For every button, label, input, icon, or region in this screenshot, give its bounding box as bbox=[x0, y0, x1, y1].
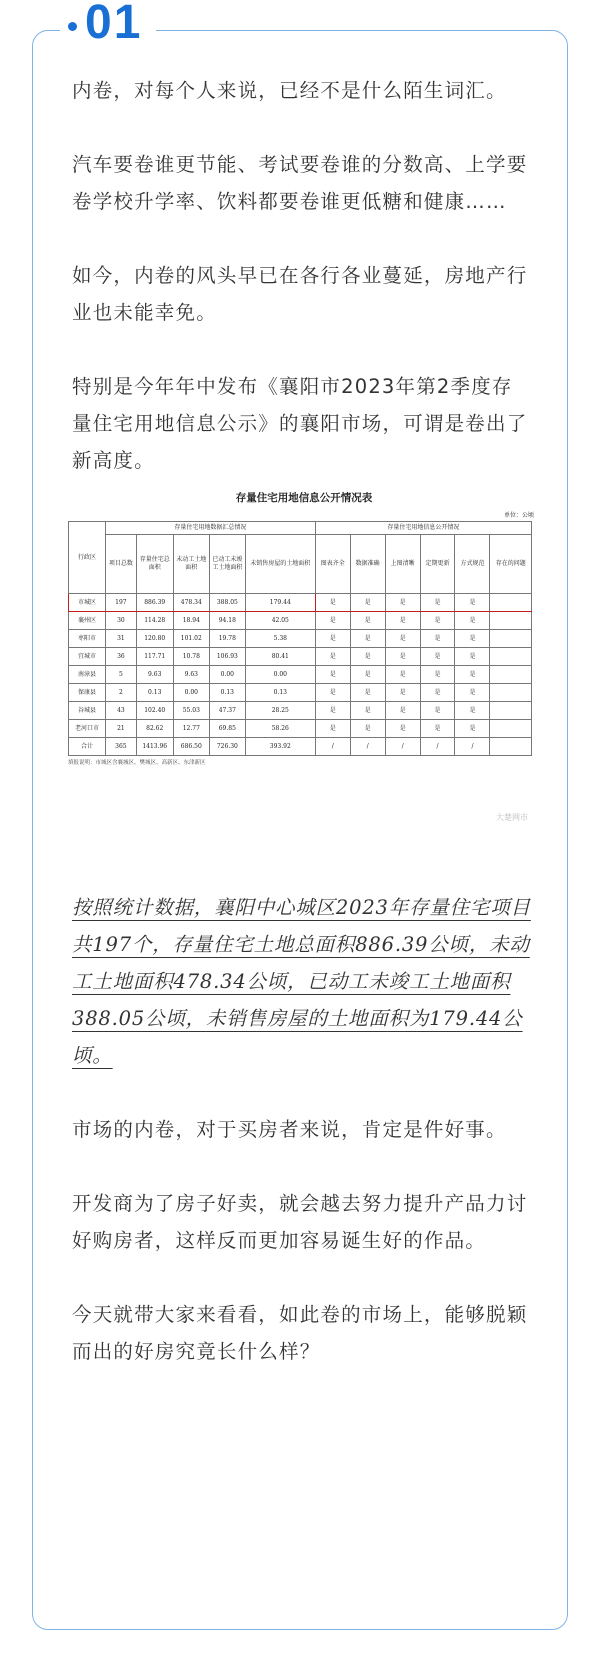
highlight-summary: 按照统计数据，襄阳中心城区2023年存量住宅项目共197个，存量住宅土地总面积886.39公顷，未动工土地面积478.34公顷，已动工未竣工土地面积388.05公顷，未销售房屋的土地面积为179.44公顷。 bbox=[72, 896, 531, 1067]
table-cell: 179.44 bbox=[245, 594, 315, 612]
table-cell: 是 bbox=[385, 594, 420, 612]
table-cell: 0.00 bbox=[209, 666, 245, 684]
table-cell: 58.26 bbox=[245, 720, 315, 738]
table-cell: 是 bbox=[420, 594, 455, 612]
table-cell: 是 bbox=[350, 702, 385, 720]
table-cell bbox=[490, 612, 532, 630]
table-row bbox=[69, 702, 532, 720]
table-cell: 是 bbox=[350, 684, 385, 702]
table-cell: 是 bbox=[385, 684, 420, 702]
table-cell: 1413.96 bbox=[136, 738, 173, 756]
table-cell: 5 bbox=[106, 666, 137, 684]
table-cell: 114.28 bbox=[136, 612, 173, 630]
table-cell: 2 bbox=[106, 684, 137, 702]
table-cell: 是 bbox=[420, 648, 455, 666]
column-header: 存在的问题 bbox=[490, 535, 532, 594]
table-cell: 36 bbox=[106, 648, 137, 666]
table-cell: 365 bbox=[106, 738, 137, 756]
table-cell: 120.80 bbox=[136, 630, 173, 648]
table-cell bbox=[490, 720, 532, 738]
table-cell: 80.41 bbox=[245, 648, 315, 666]
watermark: 大楚网市 bbox=[496, 813, 528, 822]
table-cell: 是 bbox=[385, 666, 420, 684]
table-cell: 合计 bbox=[69, 738, 106, 756]
table-cell: 是 bbox=[350, 594, 385, 612]
table-cell: 是 bbox=[385, 630, 420, 648]
table-cell: 是 bbox=[455, 702, 490, 720]
paragraph: 内卷，对每个人来说，已经不是什么陌生词汇。 bbox=[72, 79, 507, 102]
column-header: 上图清晰 bbox=[385, 535, 420, 594]
table-cell: 老河口市 bbox=[69, 720, 106, 738]
table-cell: 55.03 bbox=[173, 702, 209, 720]
paragraph: 如今，内卷的风头早已在各行各业蔓延，房地产行业也未能幸免。 bbox=[72, 264, 528, 324]
table-cell: 宜城市 bbox=[69, 648, 106, 666]
table-cell: 47.37 bbox=[209, 702, 245, 720]
column-header: 已动工未竣工土地面积 bbox=[209, 535, 245, 594]
table-cell: 是 bbox=[420, 684, 455, 702]
column-header: 方式规范 bbox=[455, 535, 490, 594]
table-row bbox=[69, 684, 532, 702]
table-cell: 102.40 bbox=[136, 702, 173, 720]
table-cell: 是 bbox=[455, 630, 490, 648]
table-cell: 28.25 bbox=[245, 702, 315, 720]
table-cell: 是 bbox=[315, 684, 350, 702]
table-cell: / bbox=[350, 738, 385, 756]
table-cell: 69.85 bbox=[209, 720, 245, 738]
table-cell: / bbox=[455, 738, 490, 756]
table-cell: 是 bbox=[315, 630, 350, 648]
table-cell: 10.78 bbox=[173, 648, 209, 666]
table-cell: 是 bbox=[385, 648, 420, 666]
table-cell bbox=[490, 594, 532, 612]
table-cell: 0.00 bbox=[245, 666, 315, 684]
table-row bbox=[69, 648, 532, 666]
column-header: 未销售房屋的土地面积 bbox=[245, 535, 315, 594]
table-row bbox=[69, 720, 532, 738]
table-cell: 0.13 bbox=[136, 684, 173, 702]
table-cell bbox=[490, 702, 532, 720]
table-cell: 襄州区 bbox=[69, 612, 106, 630]
section-badge bbox=[60, 0, 156, 49]
column-header: 图表齐全 bbox=[315, 535, 350, 594]
figure-unit: 单位：公顷 bbox=[503, 512, 534, 519]
table-row bbox=[69, 738, 532, 756]
table-row bbox=[69, 630, 532, 648]
table-cell: 197 bbox=[106, 594, 137, 612]
paragraph: 今天就带大家来看看，如此卷的市场上，能够脱颖而出的好房究竟长什么样？ bbox=[72, 1303, 528, 1363]
table-cell: 726.30 bbox=[209, 738, 245, 756]
table-row bbox=[69, 612, 532, 630]
paragraph: 市场的内卷，对于买房者来说，肯定是件好事。 bbox=[72, 1118, 507, 1141]
figure-note: 填报说明：市城区含襄城区、樊城区、高新区、东津新区 bbox=[68, 760, 206, 766]
table-cell: 42.05 bbox=[245, 612, 315, 630]
table-cell: 12.77 bbox=[173, 720, 209, 738]
section-number: 01 bbox=[85, 0, 143, 49]
table-cell: 是 bbox=[350, 720, 385, 738]
table-cell: 31 bbox=[106, 630, 137, 648]
article-body bbox=[68, 72, 534, 1407]
table-body bbox=[69, 594, 532, 756]
header-disclosure-group: 存量住宅用地信息公开情况 bbox=[315, 522, 531, 535]
table-cell: 是 bbox=[315, 648, 350, 666]
table-cell: 21 bbox=[106, 720, 137, 738]
table-cell: 是 bbox=[420, 630, 455, 648]
table-cell: 0.13 bbox=[209, 684, 245, 702]
table-cell bbox=[490, 738, 532, 756]
table-cell: 0.00 bbox=[173, 684, 209, 702]
table-cell: 是 bbox=[455, 666, 490, 684]
table-cell: / bbox=[420, 738, 455, 756]
table-cell: 是 bbox=[385, 720, 420, 738]
table-cell bbox=[490, 630, 532, 648]
land-info-table bbox=[68, 521, 532, 756]
header-summary-group: 存量住宅用地数据汇总情况 bbox=[106, 522, 316, 535]
land-info-table-figure bbox=[66, 491, 542, 847]
table-cell: 是 bbox=[350, 666, 385, 684]
paragraph: 开发商为了房子好卖，就会越去努力提升产品力讨好购房者，这样反而更加容易诞生好的作品。 bbox=[72, 1192, 528, 1252]
table-cell: 388.05 bbox=[209, 594, 245, 612]
column-header: 项目总数 bbox=[106, 535, 137, 594]
column-header: 定期更新 bbox=[420, 535, 455, 594]
table-cell: 是 bbox=[385, 702, 420, 720]
table-cell: 82.62 bbox=[136, 720, 173, 738]
table-cell: 市城区 bbox=[69, 594, 106, 612]
column-header: 数据准确 bbox=[350, 535, 385, 594]
table-cell: 是 bbox=[455, 612, 490, 630]
table-cell: 是 bbox=[350, 648, 385, 666]
table-cell: 是 bbox=[315, 702, 350, 720]
table-cell: 是 bbox=[455, 594, 490, 612]
column-header: 未动工土地面积 bbox=[173, 535, 209, 594]
table-cell bbox=[490, 684, 532, 702]
table-cell: 30 bbox=[106, 612, 137, 630]
paragraph: 汽车要卷谁更节能、考试要卷谁的分数高、上学要卷学校升学率、饮料都要卷谁更低糖和健康…… bbox=[72, 153, 528, 213]
table-cell: 是 bbox=[420, 720, 455, 738]
table-cell: 是 bbox=[350, 612, 385, 630]
table-cell: 18.94 bbox=[173, 612, 209, 630]
table-cell: 是 bbox=[420, 612, 455, 630]
header-district: 行政区 bbox=[69, 522, 106, 594]
table-row bbox=[69, 666, 532, 684]
table-cell: 9.63 bbox=[173, 666, 209, 684]
table-cell: 43 bbox=[106, 702, 137, 720]
table-cell: 是 bbox=[350, 630, 385, 648]
table-cell: 886.39 bbox=[136, 594, 173, 612]
table-cell: 枣阳市 bbox=[69, 630, 106, 648]
table-cell: 谷城县 bbox=[69, 702, 106, 720]
table-cell: 5.38 bbox=[245, 630, 315, 648]
table-cell: 686.50 bbox=[173, 738, 209, 756]
table-cell: 0.13 bbox=[245, 684, 315, 702]
table-cell: 是 bbox=[315, 594, 350, 612]
table-cell: 是 bbox=[420, 702, 455, 720]
table-cell bbox=[490, 648, 532, 666]
table-cell: 是 bbox=[315, 666, 350, 684]
table-cell: 101.02 bbox=[173, 630, 209, 648]
table-cell: / bbox=[385, 738, 420, 756]
column-header: 存量住宅总面积 bbox=[136, 535, 173, 594]
table-cell: 南漳县 bbox=[69, 666, 106, 684]
table-cell: 393.92 bbox=[245, 738, 315, 756]
table-cell: 是 bbox=[455, 720, 490, 738]
table-cell: 106.93 bbox=[209, 648, 245, 666]
badge-dot-icon bbox=[68, 22, 77, 31]
table-cell: 94.18 bbox=[209, 612, 245, 630]
paragraph: 特别是今年年中发布《襄阳市2023年第2季度存量住宅用地信息公示》的襄阳市场，可谓是卷出了新高度。 bbox=[72, 375, 528, 472]
table-cell: 478.34 bbox=[173, 594, 209, 612]
table-cell: 是 bbox=[385, 612, 420, 630]
table-cell: 9.63 bbox=[136, 666, 173, 684]
table-cell: 是 bbox=[455, 684, 490, 702]
table-cell: / bbox=[315, 738, 350, 756]
table-row bbox=[69, 594, 532, 612]
figure-title: 存量住宅用地信息公开情况表 bbox=[235, 492, 373, 504]
table-cell: 是 bbox=[455, 648, 490, 666]
table-cell: 是 bbox=[315, 612, 350, 630]
table-cell bbox=[490, 666, 532, 684]
table-cell: 保康县 bbox=[69, 684, 106, 702]
table-cell: 19.78 bbox=[209, 630, 245, 648]
table-cell: 是 bbox=[420, 666, 455, 684]
table-cell: 是 bbox=[315, 720, 350, 738]
table-cell: 117.71 bbox=[136, 648, 173, 666]
